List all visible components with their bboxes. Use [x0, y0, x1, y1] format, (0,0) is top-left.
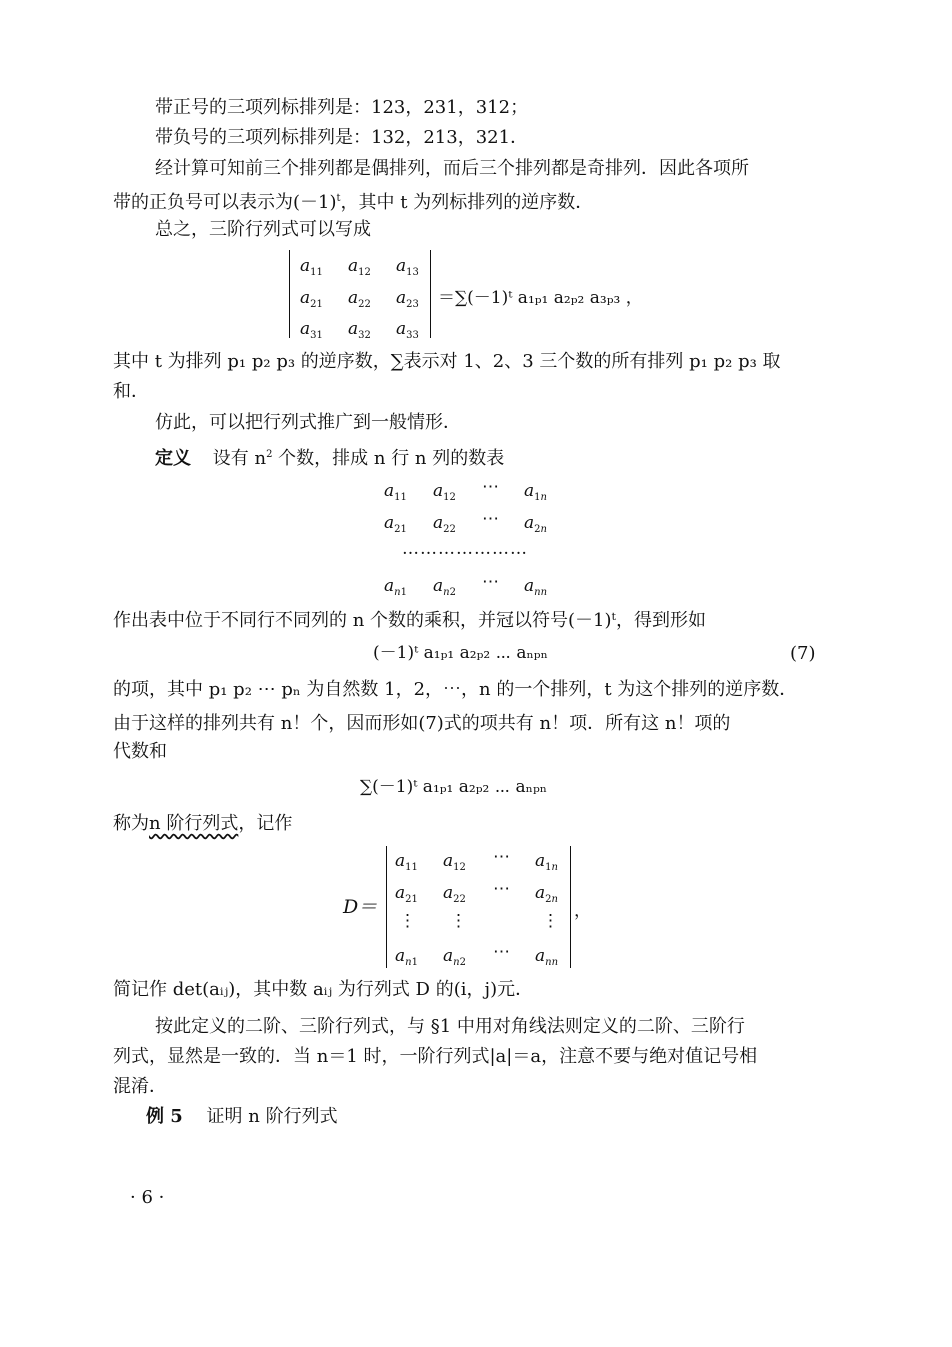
equation-number: (7) — [790, 643, 816, 664]
text-line — [113, 187, 593, 215]
matrix-entry: $a_{12}$ — [443, 851, 466, 873]
matrix-entry: $a_{32}$ — [348, 319, 371, 341]
formula-rhs: ＝∑(－1)ᵗ a₁ₚ₁ a₂ₚ₂ a₃ₚ₃ ， — [438, 288, 643, 308]
text-fragment: 设有 n — [212, 448, 267, 469]
text-fragment: ，记作 — [238, 813, 293, 834]
text-line: 简记作 det(aᵢⱼ)，其中数 aᵢⱼ 为行列式 D 的(i，j)元． — [113, 979, 534, 1000]
matrix-entry: $a_{21}$ — [395, 883, 418, 905]
term-n-order-determinant: n 阶行列式 — [149, 813, 239, 834]
text-line: 代数和 — [113, 741, 167, 762]
matrix-entry: $a_{2n}$ — [535, 883, 558, 905]
matrix-entry: $a_{22}$ — [348, 288, 371, 310]
determinant-right-bar — [570, 846, 571, 968]
text-line: 混淆． — [113, 1076, 167, 1097]
matrix-entry: $a_{n1}$ — [395, 946, 418, 968]
matrix-entry: ⋯ — [493, 879, 510, 899]
text-line: 按此定义的二阶、三阶行列式，与 §1 中用对角线法则定义的二阶、三阶行 — [155, 1016, 745, 1037]
text-line: 其中 t 为排列 p₁ p₂ p₃ 的逆序数，∑表示对 1、2、3 三个数的所有排列 p₁ p₂ p₃ 取 — [113, 351, 781, 372]
definition-label: 定义 — [155, 448, 191, 469]
text-line: 和． — [113, 381, 149, 402]
definition-line — [155, 443, 504, 471]
superscript-2: 2 — [266, 449, 273, 460]
table-entry: ⋯ — [482, 572, 499, 592]
text-line: 仿此，可以把行列式推广到一般情形． — [155, 412, 461, 433]
text-line: 带正号的三项列标排列是：123，231，312； — [155, 97, 529, 118]
text-line: 由于这样的排列共有 n！个，因而形如(7)式的项共有 n！项．所有这 n！项的 — [113, 713, 731, 734]
text-line: 带负号的三项列标排列是：132，213，321． — [155, 127, 529, 148]
matrix-entry: $a_{11}$ — [395, 851, 418, 873]
text-fragment: ，其中 t 为列标排列的逆序数． — [340, 192, 594, 213]
text-line: 列式，显然是一致的．当 n＝1 时，一阶行列式|a|＝a，注意不要与绝对值记号相 — [113, 1046, 758, 1067]
matrix-entry: $a_{n2}$ — [443, 946, 466, 968]
text-line: 的项，其中 p₁ p₂ ⋯ pₙ 为自然数 1，2，⋯，n 的一个排列，t 为这个排列的逆序数． — [113, 679, 798, 700]
text-line: 经计算可知前三个排列都是偶排列，而后三个排列都是奇排列．因此各项所 — [155, 158, 749, 179]
text-line: 作出表中位于不同行不同列的 n 个数的乘积，并冠以符号(－1)ᵗ，得到形如 — [113, 610, 706, 631]
matrix-entry: $a_{23}$ — [396, 288, 419, 310]
table-entry: $a_{n2}$ — [433, 576, 456, 598]
matrix-entry: $a_{33}$ — [396, 319, 419, 341]
table-entry: $a_{12}$ — [433, 481, 456, 503]
matrix-entry: ⋮ — [450, 911, 467, 931]
table-entry: $a_{2n}$ — [524, 513, 547, 535]
matrix-entry: ⋯ — [493, 942, 510, 962]
sum-formula: ∑(－1)ᵗ a₁ₚ₁ a₂ₚ₂ ⋯ aₙₚₙ — [360, 777, 548, 797]
table-dots: ………………… — [402, 539, 528, 559]
text-fragment: 称为 — [113, 813, 149, 834]
matrix-entry: $a_{13}$ — [396, 256, 419, 278]
table-entry: ⋯ — [482, 477, 499, 497]
text-fragment: 带的正负号可以表示为(－1) — [113, 192, 337, 213]
matrix-entry: $a_{21}$ — [300, 288, 323, 310]
table-entry: $a_{1n}$ — [524, 481, 547, 503]
formula-7: (－1)ᵗ a₁ₚ₁ a₂ₚ₂ ⋯ aₙₚₙ — [373, 643, 548, 663]
matrix-entry: $a_{11}$ — [300, 256, 323, 278]
text-line: 总之，三阶行列式可以写成 — [155, 219, 371, 240]
matrix-entry: ⋮ — [399, 911, 416, 931]
matrix-entry: ⋮ — [542, 911, 559, 931]
table-entry: $a_{11}$ — [384, 481, 407, 503]
matrix-entry: $a_{nn}$ — [535, 946, 559, 968]
matrix-entry: $a_{1n}$ — [535, 851, 558, 873]
determinant-left-bar — [289, 250, 290, 338]
table-entry: $a_{nn}$ — [524, 576, 548, 598]
punctuation: ， — [574, 901, 591, 921]
matrix-entry: ⋯ — [493, 847, 510, 867]
example-label: 例 5 — [146, 1106, 183, 1127]
table-entry: $a_{21}$ — [384, 513, 407, 535]
determinant-left-bar — [386, 846, 387, 968]
table-entry: $a_{n1}$ — [384, 576, 407, 598]
matrix-entry: $a_{31}$ — [300, 319, 323, 341]
table-entry: $a_{22}$ — [433, 513, 456, 535]
superscript-t: t — [336, 193, 341, 204]
example-line — [146, 1105, 338, 1129]
page-number: · 6 · — [130, 1187, 165, 1208]
text-line — [113, 812, 292, 836]
matrix-entry: $a_{12}$ — [348, 256, 371, 278]
text-fragment: 个数，排成 n 行 n 列的数表 — [278, 448, 505, 469]
table-entry: ⋯ — [482, 509, 499, 529]
text-fragment: 证明 n 阶行列式 — [206, 1106, 338, 1127]
determinant-right-bar — [430, 250, 431, 338]
matrix-entry: $a_{22}$ — [443, 883, 466, 905]
d-label: D＝ — [343, 896, 378, 918]
